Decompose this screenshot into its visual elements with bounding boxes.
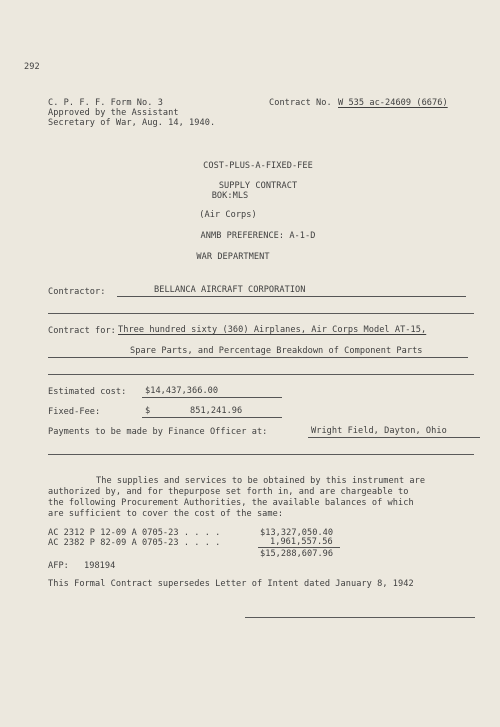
- body-line-1: The supplies and services to be obtained by this instrument are: [96, 476, 426, 486]
- appropriation-2-amount: 1,961,557.56: [270, 537, 333, 547]
- contractor-underline: [117, 296, 466, 297]
- form-line-2: Approved by the Assistant: [48, 108, 179, 118]
- total-amount: $15,288,607.96: [260, 549, 334, 559]
- title-line-6: WAR DEPARTMENT: [196, 252, 270, 262]
- contract-for-value-1: Three hundred sixty (360) Airplanes, Air Corps Model AT-15,: [118, 325, 427, 335]
- estimated-cost-label: Estimated cost:: [48, 387, 127, 397]
- title-line-3: BOK:MLS: [211, 191, 249, 201]
- title-line-4: (Air Corps): [199, 210, 257, 220]
- contract-for-value-2: Spare Parts, and Percentage Breakdown of Component Parts: [130, 346, 423, 356]
- fixed-fee-currency: $: [145, 406, 151, 416]
- title-line-2: SUPPLY CONTRACT: [218, 181, 298, 191]
- page-number: 292: [24, 62, 40, 72]
- body-line-3: the following Procurement Authorities, the available balances of which: [48, 498, 414, 508]
- signature-line: [245, 617, 475, 618]
- form-line-3: Secretary of War, Aug. 14, 1940.: [48, 118, 216, 128]
- form-line-1: C. P. F. F. Form No. 3: [48, 98, 163, 108]
- contractor-label: Contractor:: [48, 287, 106, 297]
- contract-for-label: Contract for:: [48, 326, 116, 336]
- contract-no-value: W 535 ac-24609 (6676): [338, 98, 448, 108]
- appropriation-1-code: AC 2312 P 12-09 A 0705-23 . . . .: [48, 528, 221, 538]
- payments-label: Payments to be made by Finance Officer at:: [48, 427, 268, 437]
- title-line-1: COST-PLUS-A-FIXED-FEE: [203, 161, 313, 171]
- appropriation-2-code: AC 2382 P 82-09 A 0705-23 . . . .: [48, 538, 221, 548]
- afp-value: 198194: [84, 561, 116, 571]
- payments-underline: [308, 437, 480, 438]
- body-line-2: authorized by, and for thepurpose set forth in, and are chargeable to: [48, 487, 409, 497]
- rule-2: [48, 374, 474, 375]
- afp-label: AFP:: [48, 561, 69, 571]
- estimated-cost-value: $14,437,366.00: [145, 386, 219, 396]
- contractor-value: BELLANCA AIRCRAFT CORPORATION: [154, 285, 306, 295]
- contract-for-underline-2: [48, 357, 468, 358]
- supersedes-text: This Formal Contract supersedes Letter of Intent dated January 8, 1942: [48, 579, 414, 589]
- estimated-cost-underline: [142, 397, 282, 398]
- title-line-5: ANMB PREFERENCE: A-1-D: [200, 231, 316, 241]
- rule-1: [48, 313, 474, 314]
- total-rule: [258, 547, 340, 548]
- rule-3: [48, 454, 474, 455]
- body-line-4: are sufficient to cover the cost of the same:: [48, 509, 284, 519]
- appropriation-1-amount: $13,327,050.40: [260, 528, 334, 538]
- fixed-fee-underline: [142, 417, 282, 418]
- contract-no-label: Contract No.: [269, 98, 332, 108]
- fixed-fee-label: Fixed-Fee:: [48, 407, 101, 417]
- payments-value: Wright Field, Dayton, Ohio: [311, 426, 447, 436]
- fixed-fee-value: 851,241.96: [190, 406, 243, 416]
